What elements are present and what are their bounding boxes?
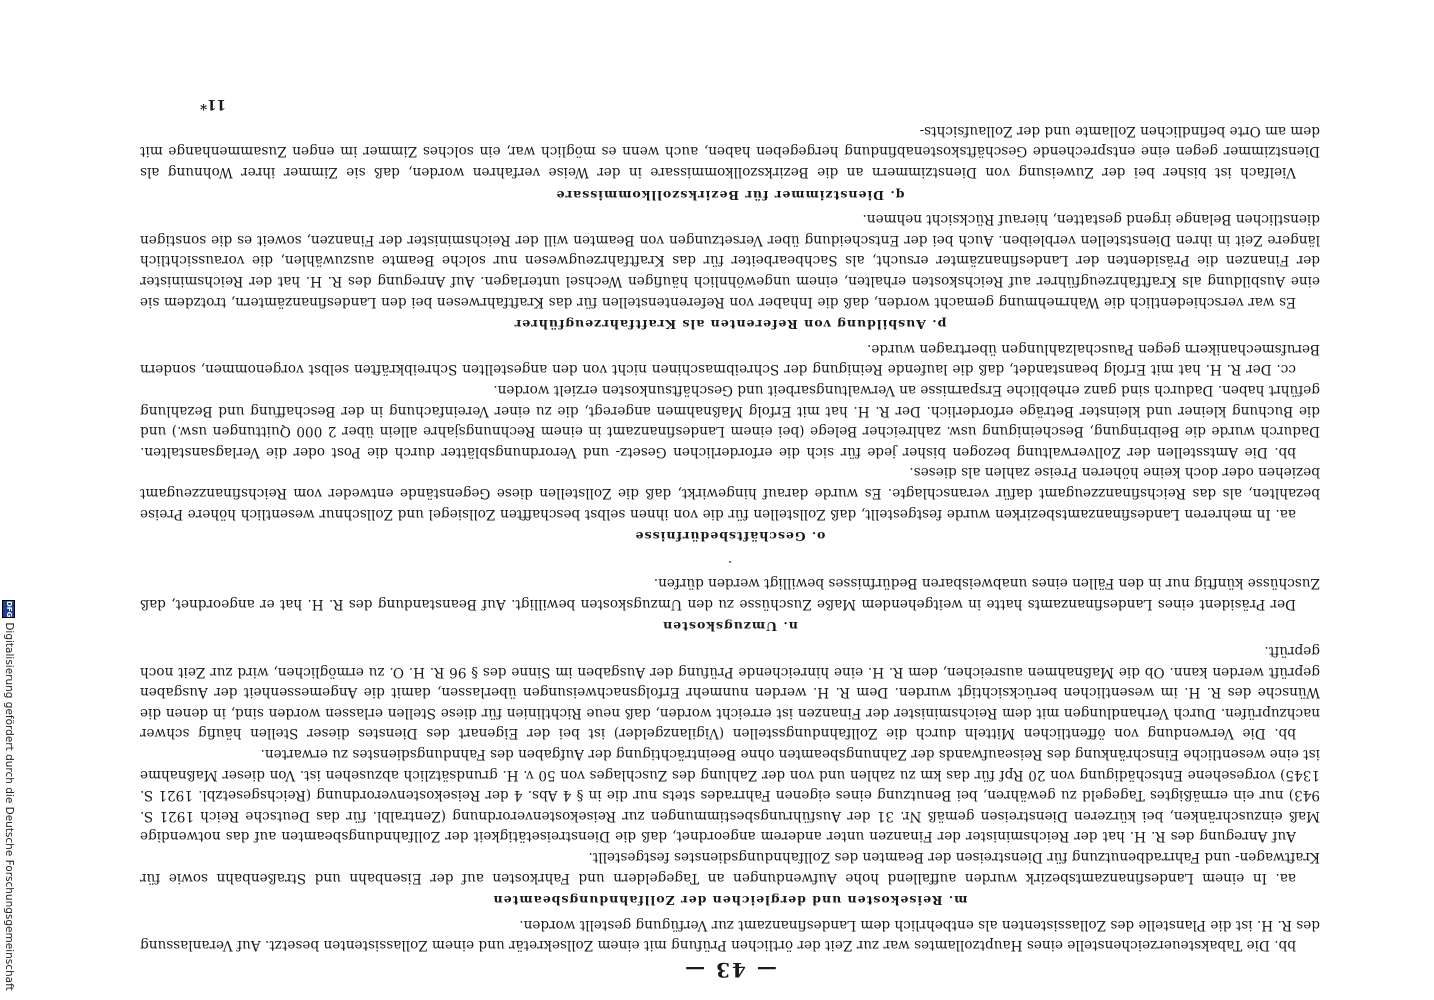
paragraph: Es war verschiedentlich die Wahrnehmung gemacht worden, daß die Inhaber von Referentenstellen für das Kraftfahrwesen bei den Landesfinanzämtern, trotzdem sie eine Ausbildung als Kraftfahrzeugführer auf Reichskosten erhalten, einem ungewöhnlich häufigen Wechsel unterlagen. Auf Anregung des R. H. hat der Reichsminister der Finanzen die Präsidenten der Landesfinanzämter ersucht, als Sachbearbeiter für das Kraftfahrzeugwesen nur solche Beamte auszuwählen, die voraussichtlich längere Zeit in ihren Dienststellen verbleiben. Auch bei der Entscheidung über Versetzungen von Beamten will der Reichsminister der Finanzen, soweit es die sonstigen dienstlichen Belange irgend gestatten, hierauf Rücksicht nehmen. bbox=[140, 211, 1320, 310]
credit-text: Digitalisierung gefördert durch die Deutsche Forschungsgemeinschaft bbox=[3, 622, 15, 991]
paragraph: bb. Die Amtsstellen der Zollverwaltung bezogen bisher jede für sich die erforderlichen Gesetz- und Verordnungsblätter durch die Post oder die Verlagsanstalten. Dadurch wurde die Beibringung, Bescheinigung usw. zahlreicher Belege (bei einem Landesfinanzamt in einem Rechnungsjahre allein über 2 000 Quittungen usw.) und die Buchung kleiner und kleinster Beträge erforderlich. Der R. H. hat mit Erfolg Maßnahmen angeregt, die zu einer Vereinfachung in der Beschaffung und Bezahlung geführt haben. Dadurch sind ganz erhebliche Ersparnisse an Verwaltungsarbeit und Geschäftsunkosten erzielt worden. bbox=[140, 381, 1320, 460]
document-body bbox=[140, 120, 1320, 955]
section-heading: m. Reisekosten und dergleichen der Zollfahndungsbeamten bbox=[492, 893, 968, 909]
paragraph: Vielfach ist bisher bei der Zuweisung von Dienstzimmern an die Bezirkszollkommissare in der Weise verfahren worden, daß sie Zimmer ihrer Wohnung als Dienstzimmer gegen eine entsprechende Geschäftskostenabfindung hergegeben haben, auch wenn es möglich war, ein solches Zimmer im engen Zusammenhange mit dem am Orte befindlichen Zollamte und der Zollaufsichts- bbox=[140, 122, 1320, 181]
rotated-document-page bbox=[120, 20, 1320, 980]
paragraph: Der Präsident eines Landesfinanzamts hatte in weitgehendem Maße Zuschüsse zu den Umzugskosten bewilligt. Auf Beanstandung des R. H. hat er angeordnet, daß Zuschüsse künftig nur in den Fällen eines unabweisbaren Bedürfnisses bewilligt werden dürfen. bbox=[140, 575, 1320, 612]
section-heading: n. Umzugskosten bbox=[662, 619, 798, 635]
dfg-logo-icon: DFG bbox=[3, 600, 16, 618]
paragraph: bb. Die Tabaksteuerzeichenstelle eines Hauptzollamtes war zur Zeit der örtlichen Prüfung mit einem Zollsekretär und einem Zollassistenten besetzt. Auf Veranlassung des R. H. ist die Planstelle des Zollassistenten als entbehrlich dem Landesfinanzamt zur Verfügung gestellt worden. bbox=[140, 916, 1320, 954]
footer-mark: 11* bbox=[200, 96, 227, 113]
section-heading: p. Ausbildung von Referenten als Kraftfahrzeugführer bbox=[513, 317, 947, 333]
paragraph: aa. In einem Landesfinanzamtsbezirk wurden auffallend hohe Aufwendungen an Tagegeldern und Fahrkosten auf der Eisenbahn und Straßenbahn sowie für Kraftwagen- und Fahrradbenutzung für Dienstreisen der Beamten des Zollfahndungsdienstes festgestellt. bbox=[140, 849, 1320, 886]
section-heading: q. Dienstzimmer für Bezirkszollkommissare bbox=[555, 187, 905, 203]
page-number: — 43 — bbox=[683, 958, 777, 982]
paragraph: bb. Die Verwendung von öffentlichen Mitteln durch die Zollfahndungsstellen (Vigilanzgelder) ist bei der Eigenart des Dienstes dieser Stellen häufig schwer nachzuprüfen. Durch Verhandlungen mit dem Reichsminister der Finanzen ist erreicht worden, daß neue Richtlinien für diese Stellen erlassen worden sind, in denen die Wünsche des R. H. im wesentlichen berücksichtigt wurden. Dem R. H. werden nunmehr Erfolgsnachweisungen überlassen, damit die Angemessenheit der Ausgaben geprüft werden kann. Ob die Maßnahmen ausreichen, dem R. H. eine hinreichende Prüfung der Ausgaben im Sinne des § 96 R. H. O. zu ermöglichen, wird zur Zeit noch geprüft. bbox=[140, 643, 1320, 742]
digitization-credit bbox=[2, 600, 16, 990]
paragraph: cc. Der R. H. hat mit Erfolg beanstandet, daß die laufende Reinigung der Schreibmaschinen nicht von den angestellten Schreibkräften selbst vorgenommen, sondern Berufsmechanikern gegen Pauschalzahlungen übertragen wurde. bbox=[140, 340, 1320, 378]
separator-dot: · bbox=[727, 552, 733, 569]
paragraph: aa. In mehreren Landesfinanzamtsbezirken wurde festgestellt, daß Zollstellen für die von ihnen selbst beschafften Zollsiegel und Zollschnur wesentlich höhere Preise bezahlten, als das Reichsfinanzzeugamt dafür veranschlagte. Es wurde darauf hingewirkt, daß die Zollstellen diese Gegenstände entweder vom Reichsfinanzzeugamt beziehen oder doch keine höheren Preise zahlen als dieses. bbox=[140, 464, 1320, 522]
section-heading: o. Geschäftsbedürfnisse bbox=[634, 529, 826, 545]
text-column bbox=[140, 94, 1320, 980]
paragraph: Auf Anregung des R. H. hat der Reichsminister der Finanzen unter anderem angeordnet, daß die Dienstreisetätigkeit der Zollfahndungsbeamten auf das notwendige Maß einzuschränken, bei kürzeren Dienstreisen gemäß Nr. 31 der Ausführungsbestimmungen zur Reisekostenverordnung (Zentralbl. für das Deutsche Reich 1921 S. 943) nur ein ermäßigtes Tagegeld zu gewähren, bei Benutzung eines eigenen Fahrrades stets nur die in § 4 Abs. 4 der Reisekostenverordnung (Reichsgesetzbl. 1921 S. 1345) vorgesehene Entschädigung von 20 Rpf für das km zu zahlen und von der Zahlung des Zuschlages von 50 v. H. grundsätzlich abzusehen ist. Von dieser Maßnahme ist eine wesentliche Einschränkung des Reiseaufwands der Zahnungsbeamten ohne Beeinträchtigung der Aufgaben des Fahndungsdienstes zu erwarten. bbox=[140, 746, 1320, 845]
